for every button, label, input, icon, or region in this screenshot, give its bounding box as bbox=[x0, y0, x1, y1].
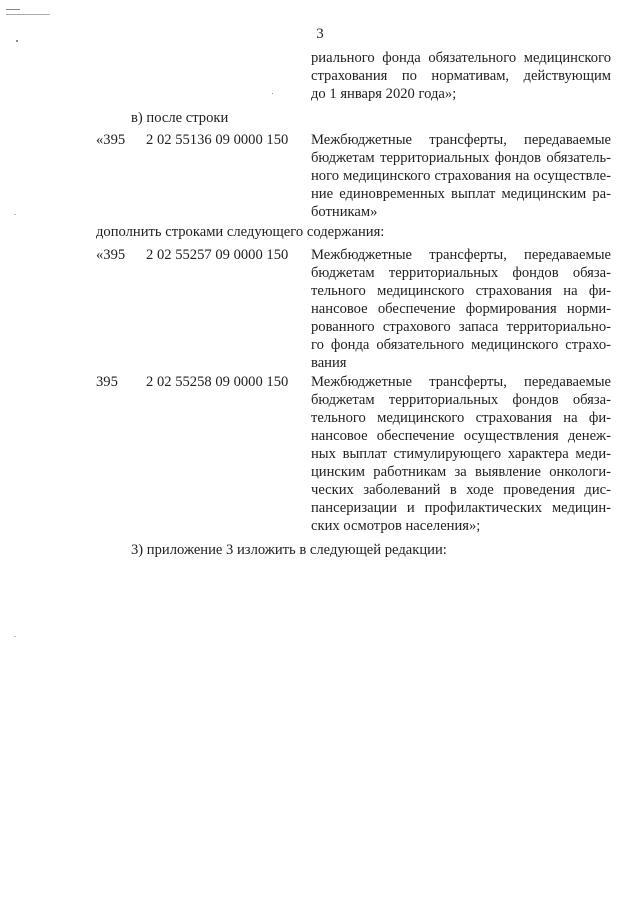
scan-speck bbox=[14, 214, 16, 215]
row-1-description-line: ного медицинского страхования на осуществле- bbox=[311, 168, 611, 184]
item-3-text: 3) приложение 3 изложить в следующей редакции: bbox=[131, 542, 447, 558]
item-v-text: в) после строки bbox=[131, 110, 229, 126]
scan-mark-top-left-2 bbox=[6, 14, 50, 15]
row-2-description-line: рованного страхового запаса территориально- bbox=[311, 319, 611, 335]
row-2-description-line: нансовое обеспечение формирования норми- bbox=[311, 301, 611, 317]
intro-line: страхования по нормативам, действующим bbox=[311, 68, 611, 84]
row-3-description-line: цинским работникам за выявление онкологи- bbox=[311, 464, 611, 480]
intro-line: риального фонда обязательного медицинского bbox=[311, 50, 611, 66]
row-2-admin-code: «395 bbox=[96, 247, 126, 263]
row-3-budget-code: 2 02 55258 09 0000 150 bbox=[146, 374, 289, 390]
row-1-description-line: бюджетам территориальных фондов обязатель- bbox=[311, 150, 611, 166]
row-2-description-line: го фонда обязательного медицинского страхо- bbox=[311, 337, 611, 353]
scan-speck bbox=[14, 636, 16, 637]
row-3-description-line: Межбюджетные трансферты, передаваемые bbox=[311, 374, 611, 390]
row-3-description-line: нансовое обеспечение осуществления денеж- bbox=[311, 428, 611, 444]
add-rows-text: дополнить строками следующего содержания: bbox=[96, 224, 385, 240]
intro-line: до 1 января 2020 года»; bbox=[311, 86, 457, 102]
row-1-description-line: ботникам» bbox=[311, 204, 378, 220]
row-2-description-line: бюджетам территориальных фондов обяза- bbox=[311, 265, 611, 281]
row-1-admin-code: «395 bbox=[96, 132, 126, 148]
row-1-budget-code: 2 02 55136 09 0000 150 bbox=[146, 132, 289, 148]
row-2-description-line: вания bbox=[311, 355, 347, 371]
row-2-description-line: тельного медицинского страхования на фи- bbox=[311, 283, 611, 299]
page-number: 3 bbox=[316, 26, 324, 42]
row-3-description-line: ческих заболеваний в ходе проведения дис- bbox=[311, 482, 611, 498]
row-3-description-line: пансеризации и профилактических медицин- bbox=[311, 500, 611, 516]
row-3-description-line: бюджетам территориальных фондов обяза- bbox=[311, 392, 611, 408]
row-3-admin-code: 395 bbox=[96, 374, 118, 390]
row-3-description-line: тельного медицинского страхования на фи- bbox=[311, 410, 611, 426]
row-3-description-line: ных выплат стимулирующего характера меди- bbox=[311, 446, 611, 462]
scan-mark-top-left bbox=[6, 9, 20, 10]
row-2-description-line: Межбюджетные трансферты, передаваемые bbox=[311, 247, 611, 263]
scan-speck bbox=[272, 93, 273, 94]
row-1-description-line: ние единовременных выплат медицинским ра- bbox=[311, 186, 611, 202]
row-3-description-line: ских осмотров населения»; bbox=[311, 518, 481, 534]
row-1-description-line: Межбюджетные трансферты, передаваемые bbox=[311, 132, 611, 148]
row-2-budget-code: 2 02 55257 09 0000 150 bbox=[146, 247, 289, 263]
